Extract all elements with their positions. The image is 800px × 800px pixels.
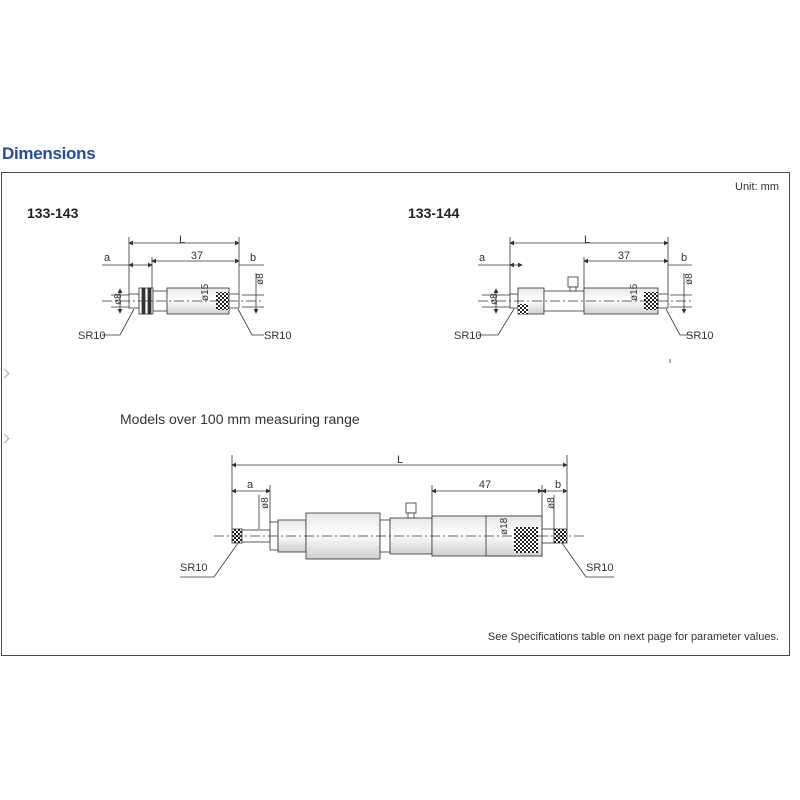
dimensions-panel bbox=[1, 172, 790, 656]
dim-phi8-right: ø8 bbox=[546, 497, 557, 509]
dim-37: 37 bbox=[190, 250, 204, 262]
dim-L: L bbox=[178, 234, 186, 246]
dim-a: a bbox=[246, 479, 254, 491]
section-title: Dimensions bbox=[2, 144, 96, 163]
dim-b: b bbox=[249, 252, 257, 264]
dim-phi8-right: ø8 bbox=[255, 273, 266, 285]
dim-a: a bbox=[478, 252, 486, 264]
drawing-133-144 bbox=[478, 237, 692, 363]
dim-L: L bbox=[583, 234, 591, 246]
dim-a: a bbox=[103, 252, 111, 264]
drawing-long-model bbox=[180, 455, 614, 577]
dim-phi15: ø15 bbox=[200, 283, 211, 301]
dim-phi8-left: ø8 bbox=[260, 497, 271, 509]
label-sr10-left: SR10 bbox=[78, 330, 106, 342]
drawing-133-143 bbox=[102, 237, 264, 335]
micrometer-drawings bbox=[2, 173, 789, 655]
dim-47: 47 bbox=[478, 479, 492, 491]
label-sr10-right: SR10 bbox=[586, 562, 614, 574]
label-sr10-left: SR10 bbox=[454, 330, 482, 342]
model-label-133-143: 133-143 bbox=[27, 205, 79, 221]
spec-footnote: See Specifications table on next page for parameter values. bbox=[487, 631, 779, 643]
dim-b: b bbox=[554, 479, 562, 491]
long-models-caption: Models over 100 mm measuring range bbox=[120, 411, 360, 427]
unit-label: Unit: mm bbox=[735, 181, 779, 193]
dim-L: L bbox=[396, 454, 404, 466]
label-sr10-right: SR10 bbox=[686, 330, 714, 342]
dim-phi18: ø18 bbox=[499, 517, 510, 535]
dim-phi8-left: ø8 bbox=[113, 293, 124, 305]
dim-phi8-left: ø8 bbox=[489, 293, 500, 305]
dim-37: 37 bbox=[617, 250, 631, 262]
model-label-133-144: 133-144 bbox=[408, 205, 460, 221]
label-sr10-right: SR10 bbox=[264, 330, 292, 342]
dim-b: b bbox=[680, 252, 688, 264]
dim-phi8-right: ø8 bbox=[684, 273, 695, 285]
dim-phi15: ø15 bbox=[629, 283, 640, 301]
label-sr10-left: SR10 bbox=[180, 562, 208, 574]
